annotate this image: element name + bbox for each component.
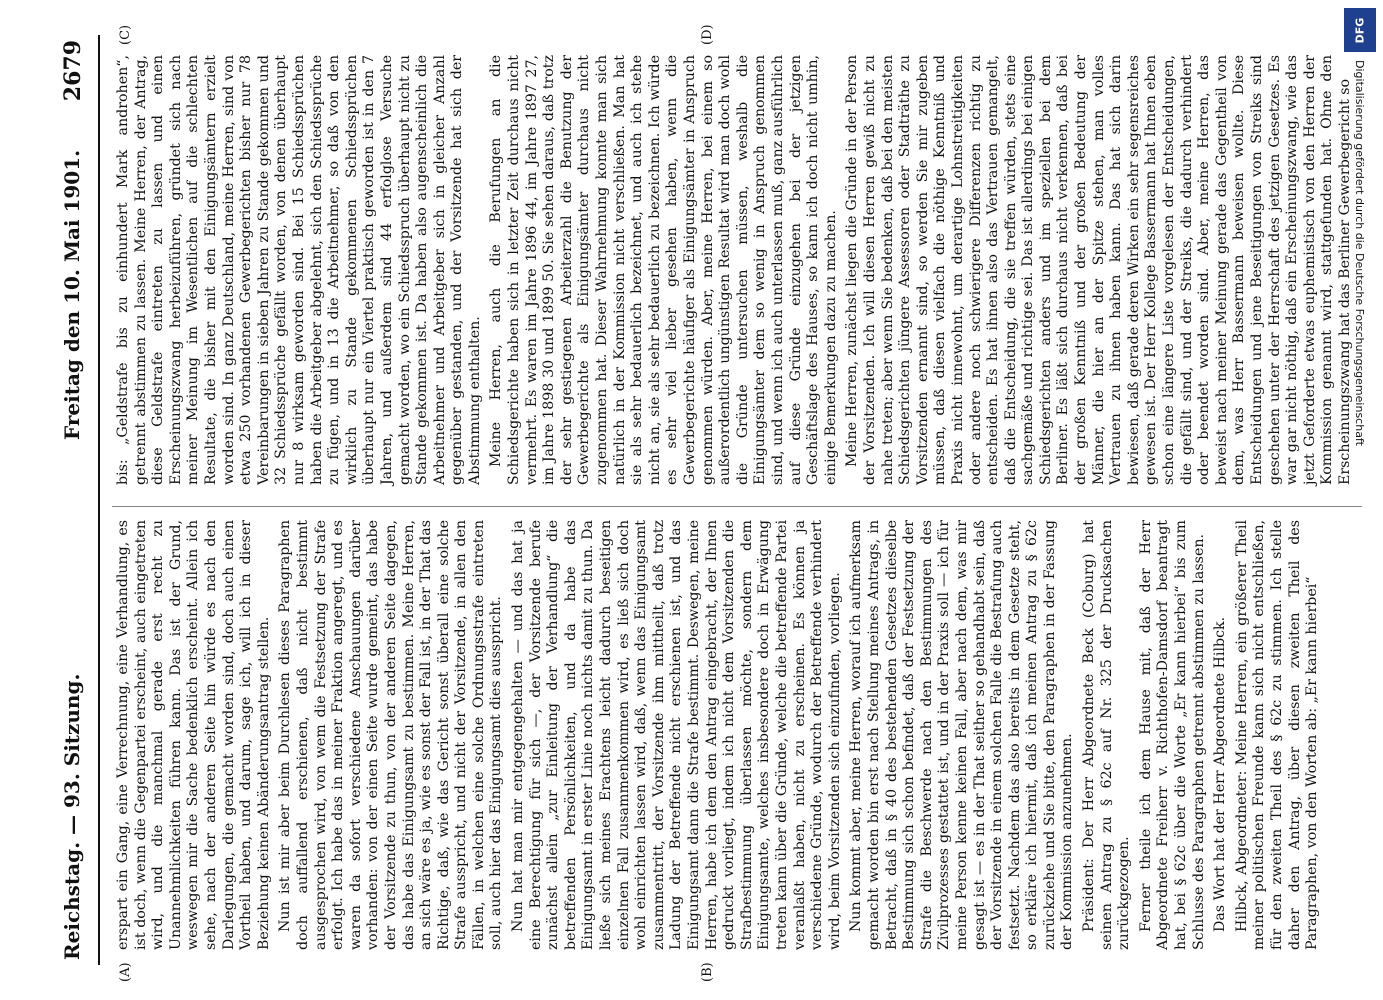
column-left xyxy=(115,520,1326,950)
header-date: Freitag den 10. Mai 1901. xyxy=(60,149,84,440)
dfg-logo: DFG xyxy=(1344,8,1376,52)
digitization-sidebar xyxy=(1340,0,1383,1000)
page-header xyxy=(60,40,92,960)
paragraph: Meine Herren, zunächst liegen die Gründe in der Person der Vorsitzenden. Ich will diesen Herren gewiß nicht zu nahe treten; aber wenn Sie bedenken, daß bei den meisten Schiedsgerichten jüngere Assessoren oder Stadträthe zu Vorsitzenden ernannt sind, so werden Sie mir zugeben müssen, daß diesen vielfach die nöthige Kenntniß und Praxis nicht innewohnt, um derartige Lohnstreitigkeiten oder andere noch schwierigere Differenzen richtig zu entscheiden. Es hat ihnen also das Vertrauen gemangelt, daß die Entscheidung, die sie treffen würden, stets eine sachgemäße und richtige sei. Das ist allerdings bei einigen Schiedsgerichten anders und im speziellen bei dem Berliner. Es läßt sich durchaus nicht verkennen, daß bei der großen Kenntniß und der großen Bedeutung der Männer, die hier an der Spitze stehen, man volles Vertrauen zu ihnen haben kann. Das hat sich darin bewiesen, daß gerade deren Wirken ein sehr segensreiches gewesen ist. Der Herr Kollege Bassermann hat Ihnen eben schon eine längere Liste vorgelesen der Entscheidungen, die gefällt sind, und der Streiks, die dadurch verhindert oder beendet worden sind. Aber, meine Herren, das beweist nach meiner Meinung gerade das Gegentheil von dem, was Herr Bassermann beweisen wollte. Diese Entscheidungen und jene Beseitigungen von Streiks sind geschehen unter der Herrschaft des jetzigen Gesetzes. Es war gar nicht nöthig, daß ein Erscheinungszwang, wie das jetzt Geforderte etwas euphemistisch von den Herren der Kommission genannt wird, stattgefunden hat. Ohne den Erscheinungszwang hat das Berliner Gewerbegericht so xyxy=(844,55,1353,485)
paragraph: bis: „Geldstrafe bis zu einhundert Mark androhen“, getrennt abstimmen zu lassen. Meine Herren, der Antrag, diese Geldstrafe eintreten zu lassen und einen Erscheinungszwang herbeizuführen, gründet sich nach meiner Meinung im Wesentlichen auf die schlechten Resultate, die bisher mit den Einigungsämtern erzielt worden sind. In ganz Deutschland, meine Herren, sind von etwa 250 vorhandenen Gewerbegerichten bisher nur 78 Vereinbarungen in sieben Jahren zu Stande gekommen und 32 Schiedssprüche gefällt worden, von denen überhaupt nur 8 wirksam geworden sind. Bei 15 Schiedssprüchen haben die Arbeitgeber abgelehnt, sich den Schiedssprüche zu fügen, und in 13 die Arbeitnehmer, so daß von den wirklich zu Stande gekommenen Schiedssprüchen überhaupt nur ein Viertel praktisch geworden ist in den 7 Jahren, und außerdem sind 44 erfolglose Versuche gemacht worden, wo ein Schiedsspruch überhaupt nicht zu Stande gekommen ist. Da haben also augenscheinlich die Arbeitnehmer und Arbeitgeber sich in gleicher Anzahl gegenüber gestanden, und der Vorsitzende hat sich der Abstimmung enthalten. xyxy=(115,55,483,485)
column-divider xyxy=(112,506,1362,507)
paragraph: Nun kommt aber, meine Herren, worauf ich aufmerksam gemacht worden bin erst nach Stellung meines Antrags, in Betracht, daß in § 40 des bestehenden Gesetzes dieselbe Bestimmung sich schon befindet, daß der Festsetzung der Strafe die Beschwerde nach den Bestimmungen des Zivilprozesses gestattet ist, und in der Praxis soll — ich für meine Person kenne keinen Fall, aber nach dem, was mir gesagt ist — es in der That seither so gehandhabt sein, daß der Vorsitzende in einem solchen Falle die Bestrafung auch festsetzt. Nachdem das also bereits in dem Gesetze steht, so erkläre ich hiermit, daß ich meinen Antrag zu § 62c zurückziehe und Sie bitte, den Paragraphen in der Fassung der Kommission anzunehmen. xyxy=(848,520,1076,950)
margin-mark-c: (C) xyxy=(118,24,133,45)
margin-mark-a: (A) xyxy=(118,962,133,982)
paragraph: Das Wort hat der Herr Abgeordnete Hilbck. xyxy=(1212,616,1229,932)
header-session: Reichstag. — 93. Sitzung. xyxy=(60,673,84,960)
margin-mark-b: (B) xyxy=(700,962,715,982)
paragraph: Meine Herren, auch die Berufungen an die Schiedsgerichte haben sich in letzter Zeit durchaus nicht vermehrt. Es waren im Jahre 1896 44, im Jahre 1897 27, im Jahre 1898 30 und 1899 50. Sie sehen daraus, daß trotz der sehr gestiegenen Arbeiterzahl die Benutzung der Gewerbegerichte als Einigungsämter durchaus nicht zugenommen hat. Dieser Wahrnehmung konnte man sich natürlich in der Kommission nicht verschließen. Man hat sie als sehr bedauerlich bezeichnet, und auch ich stehe nicht an, sie als sehr bedauerlich zu bezeichnen. Ich würde es sehr viel lieber gesehen haben, wenn die Gewerbegerichte häufiger als Einigungsämter in Anspruch genommen würden. Aber, meine Herren, bei einem so außerordentlich ungünstigen Resultat wird man doch wohl die Gründe untersuchen müssen, weshalb die Einigungsämter dem so wenig in Anspruch genommen sind, und wenn ich auch unterlassen muß, ganz ausführlich auf diese Gründe einzugehen bei der jetzigen Geschäftslage des Hauses, so kann ich doch nicht umhin, einige Bemerkungen dazu zu machen. xyxy=(488,55,839,485)
paragraph: Nun hat man mir entgegengehalten — und das hat ja eine Berechtigung für sich —, der Vorsitzende berufe zunächst allein „zur Einleitung der Verhandlung“ die betreffenden Persönlichkeiten, und da habe das Einigungsamt in erster Linie noch nichts damit zu thun. Da ließe sich meines Erachtens leicht dadurch beseitigen einzelnen Fall zusammenkommen wird, es ließ sich doch wohl einrichten lassen wird, daß, wenn das Einigungsamt zusammentritt, der Vorsitzende ihm mittheilt, daß trotz Ladung der Betreffende nicht erschienen ist, und das Einigungsamt dann die Strafe bestimmt. Deswegen, meine Herren, habe ich dem den Antrag eingebracht, der Ihnen gedruckt vorliegt, indem ich nicht dem Vorsitzenden die Strafbestimmung überlassen möchte, sondern dem Einigungsamte, welches insbesondere doch in Erwägung treten kann über die Gründe, welche die betreffende Partei veranlaßt haben, nicht zu erscheinen. Es können ja verschiedene Gründe, wodurch der Betreffende verhindert wird, beim Vorsitzenden sich einzufinden, vorliegen. xyxy=(510,520,843,950)
paragraph: erspart ein Gang, eine Verrechnung, eine Verhandlung, es ist doch, wenn die Gegenpartei erscheint, auch eingetreten wird, und die manchmal gerade erst recht zu Unannehmlichkeiten führen kann. Das ist der Grund, weswegen mir die Sache bedenklich erscheint. Allein ich sehe, nach der anderen Seite hin würde es nach den Darlegungen, die gemacht worden sind, doch auch einen Vortheil haben, und darum, sage ich, will ich in dieser Beziehung keinen Abänderungsantrag stellen. xyxy=(115,520,272,950)
digitization-credit: Digitalisierung gefördert durch die Deutsche Forschungsgemeinschaft xyxy=(1353,60,1366,446)
paragraph: Ferner theile ich dem Hause mit, daß der Herr Abgeordnete Freiherr v. Richthofen-Damsdorf beantragt hat, bei § 62c über die Worte „Er kann hierbei“ bis zum Schlusse des Paragraphen getrennt abstimmen zu lassen. xyxy=(1137,520,1207,950)
president-statement: Präsident: Der Herr Abgeordnete Beck (Coburg) hat seinen Antrag zu § 62c auf Nr. 325 der Drucksachen zurückgezogen. xyxy=(1081,520,1133,950)
column-right xyxy=(115,55,1359,485)
margin-mark-d: (D) xyxy=(700,24,715,45)
speaker-statement: Hilbck, Abgeordneter: Meine Herren, ein größerer Theil meiner politischen Freunde kann sich nicht entschließen, für den zweiten Theil des § 62c zu stimmen. Ich stelle daher den Antrag, über diesen zweiten Theil des Paragraphen, von den Worten ab: „Er kann hierbei“ xyxy=(1233,520,1321,950)
paragraph: Nun ist mir aber beim Durchlesen dieses Paragraphen doch auffallend erschienen, daß nicht bestimmt ausgesprochen wird, von wem die Festsetzung der Strafe erfolgt. Ich habe das in meiner Fraktion angeregt, und es waren da sofort verschiedene Anschauungen darüber vorhanden: von der einen Seite wurde gemeint, das habe der Vorsitzende zu thun, von der anderen Seite dagegen, das habe das Einigungsamt zu bestimmen. Meine Herren, an sich wäre es ja, wie es sonst der Fall ist, in der That das Richtige, daß, wie das Gericht sonst überall eine solche Strafe ausspricht, und nicht der Vorsitzende, in allen den Fällen, in welchen eine solche Ordnungsstrafe eintreten soll, auch hier das Einigungsamt dies ausspricht. xyxy=(277,520,505,950)
page-number: 2679 xyxy=(60,40,86,102)
header-rule xyxy=(98,35,100,965)
